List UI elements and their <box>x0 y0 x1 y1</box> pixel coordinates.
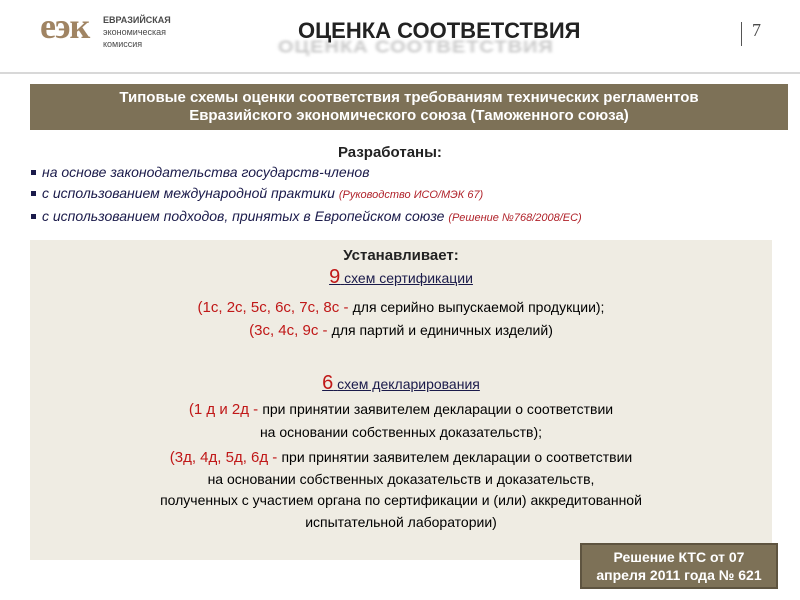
list-item-note: (Решение №768/2008/ЕС) <box>448 212 582 224</box>
header-divider <box>0 72 800 74</box>
logo-line-2: экономическая <box>103 27 167 37</box>
logo-mark: еэк <box>40 6 90 46</box>
list-item-text: на основе законодательства государств-членов <box>42 164 370 180</box>
certification-desc-1: для серийно выпускаемой продукции); <box>352 299 605 315</box>
declaration-desc-1: при принятии заявителем декларации о соответствии <box>262 401 614 417</box>
declaration-desc-2b: на основании собственных доказательств и доказательств, <box>207 471 595 487</box>
certification-desc-2: для партий и единичных изделий) <box>331 322 553 338</box>
declaration-desc-2c: полученных с участием органа по сертификации и (или) аккредитованной <box>160 492 642 508</box>
certification-count: 9 <box>329 266 341 288</box>
title-shadow-text: ОЦЕНКА СООТВЕТСТВИЯ <box>278 37 554 57</box>
decision-reference <box>580 543 778 589</box>
developed-list <box>30 162 790 229</box>
logo-line-1: ЕВРАЗИЙСКАЯ <box>103 15 171 25</box>
section-banner <box>30 84 788 130</box>
logo-line-3: комиссия <box>103 39 143 49</box>
certification-schemes-title <box>30 266 772 289</box>
certification-codes-1: (1с, 2с, 5с, 6с, 7с, 8с - <box>197 299 349 316</box>
establishes-box <box>30 240 772 560</box>
list-item <box>30 162 790 183</box>
eek-logo <box>40 6 171 49</box>
decision-line-2: апреля 2011 года № 621 <box>596 567 762 583</box>
declaration-line-1 <box>30 401 772 418</box>
list-item-text: с использованием подходов, принятых в Европейском союзе <box>42 208 445 224</box>
page-number: 7 <box>752 20 761 40</box>
certification-label: схем сертификации <box>344 270 473 286</box>
certification-codes-2: (3с, 4с, 9с - <box>249 322 328 339</box>
list-item-text: с использованием международной практики <box>42 185 335 201</box>
declaration-label: схем декларирования <box>337 376 480 392</box>
establishes-heading: Устанавливает: <box>343 247 459 264</box>
banner-line-1: Типовые схемы оценки соответствия требованиям технических регламентов <box>119 89 699 106</box>
list-item <box>30 183 790 206</box>
certification-line-1 <box>30 299 772 316</box>
decision-line-1: Решение КТС от 07 <box>613 549 745 565</box>
declaration-desc-1b: на основании собственных доказательств); <box>259 424 543 440</box>
declaration-count: 6 <box>322 372 334 394</box>
certification-line-2 <box>30 322 772 339</box>
logo-text <box>103 14 193 50</box>
slide-header <box>0 0 800 72</box>
declaration-codes-1: (1 д и 2д - <box>188 401 259 418</box>
page-number-divider <box>741 22 742 46</box>
declaration-codes-2: (3д, 4д, 5д, 6д - <box>169 449 278 466</box>
list-item-note: (Руководство ИСО/МЭК 67) <box>338 189 484 201</box>
list-item <box>30 206 790 229</box>
declaration-desc-2d: испытательной лаборатории) <box>305 514 497 530</box>
declaration-line-2 <box>30 449 772 466</box>
banner-line-2: Евразийского экономического союза (Таможенного союза) <box>189 107 629 124</box>
declaration-schemes-title <box>30 372 772 395</box>
developed-heading: Разработаны: <box>338 144 442 161</box>
declaration-desc-2: при принятии заявителем декларации о соответствии <box>281 449 633 465</box>
page-title: ОЦЕНКА СООТВЕТСТВИЯ <box>298 18 581 43</box>
